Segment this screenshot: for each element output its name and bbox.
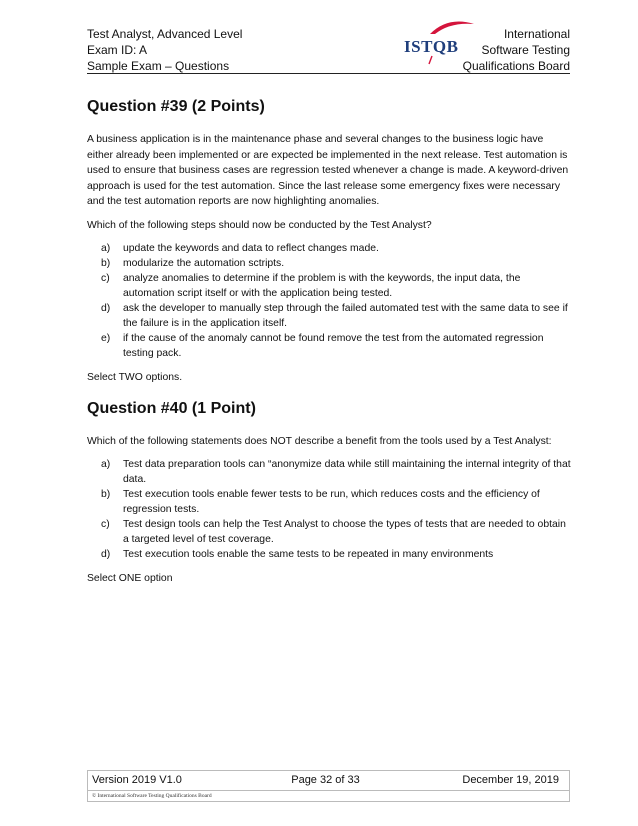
- option-item: [87, 301, 572, 331]
- footer-divider: [88, 790, 569, 791]
- option-letter: c): [101, 519, 110, 530]
- option-letter: c): [101, 273, 110, 284]
- header-org-line1: International: [503, 27, 570, 41]
- question-39-body: A business application is in the maintenance phase and several changes to the business logic have either already been implemented or are expected be implemented in the next release. Test automation is used to ensure that business cases are regression tested whenever a change is made. A keyword-driven approach is used for the test automation. Since the last release some emergency fixes were necessary and the test automation reports are now highlighting anomalies.: [87, 134, 569, 207]
- question-40: [87, 399, 572, 587]
- footer-copyright: © International Software Testing Qualifications Board: [92, 793, 212, 799]
- footer-page-number: Page 32 of 33: [291, 774, 360, 786]
- page-footer: [87, 770, 570, 802]
- option-text: analyze anomalies to determine if the problem is with the keywords, the input data, the automation script itself or with the application being tested.: [123, 273, 521, 299]
- question-39-prompt: Which of the following steps should now be conducted by the Test Analyst?: [87, 219, 432, 231]
- option-letter: e): [101, 333, 111, 344]
- option-text: Test execution tools enable the same tests to be repeated in many environments: [123, 549, 494, 560]
- header-title: Test Analyst, Advanced Level: [87, 27, 243, 41]
- option-letter: a): [101, 459, 111, 470]
- option-text: update the keywords and data to reflect changes made.: [123, 243, 379, 254]
- option-text: if the cause of the anomaly cannot be found remove the test from the automated regression testing pack.: [123, 333, 544, 359]
- header-right: [463, 26, 570, 74]
- header-org-line3: Qualifications Board: [462, 59, 570, 73]
- question-40-instruction: Select ONE option: [87, 573, 173, 584]
- option-letter: d): [101, 303, 111, 314]
- page-content: [87, 97, 572, 595]
- question-39-options: [87, 241, 572, 361]
- header-org-line2: Software Testing: [481, 43, 570, 57]
- option-item: [87, 271, 572, 301]
- option-item: [87, 457, 572, 487]
- option-item: [87, 547, 572, 562]
- option-letter: d): [101, 549, 111, 560]
- question-39: [87, 97, 572, 386]
- option-text: ask the developer to manually step through the failed automated test with the same data to see if the failure is in the application itself.: [123, 303, 568, 329]
- option-item: [87, 517, 572, 547]
- option-text: modularize the automation sctripts.: [123, 258, 285, 269]
- option-letter: b): [101, 258, 111, 269]
- question-40-title: Question #40 (1 Point): [87, 399, 256, 417]
- option-text: Test data preparation tools can “anonymize data while still maintaining the internal integrity of that data.: [123, 459, 571, 485]
- question-39-instruction: Select TWO options.: [87, 372, 183, 383]
- option-text: Test execution tools enable fewer tests to be run, which reduces costs and the efficiency of regression tests.: [123, 489, 540, 515]
- header-exam-id: Exam ID: A: [87, 43, 148, 57]
- option-letter: a): [101, 243, 111, 254]
- option-letter: b): [101, 489, 111, 500]
- page-header: [87, 26, 570, 74]
- footer-version: Version 2019 V1.0: [92, 774, 182, 786]
- svg-text:ISTQB: ISTQB: [404, 37, 459, 56]
- question-40-options: [87, 457, 572, 562]
- header-subtitle: Sample Exam – Questions: [87, 59, 230, 73]
- option-item: [87, 256, 572, 271]
- option-item: [87, 331, 572, 361]
- option-item: [87, 487, 572, 517]
- footer-date: December 19, 2019: [462, 774, 559, 786]
- header-left: [87, 26, 242, 74]
- question-39-title: Question #39 (2 Points): [87, 98, 265, 115]
- option-text: Test design tools can help the Test Analyst to choose the types of tests that are needed to obtain a targeted level of test coverage.: [123, 519, 566, 545]
- question-40-prompt: Which of the following statements does NOT describe a benefit from the tools used by a Test Analyst:: [87, 435, 552, 447]
- footer-row: [92, 774, 559, 788]
- option-item: [87, 241, 572, 256]
